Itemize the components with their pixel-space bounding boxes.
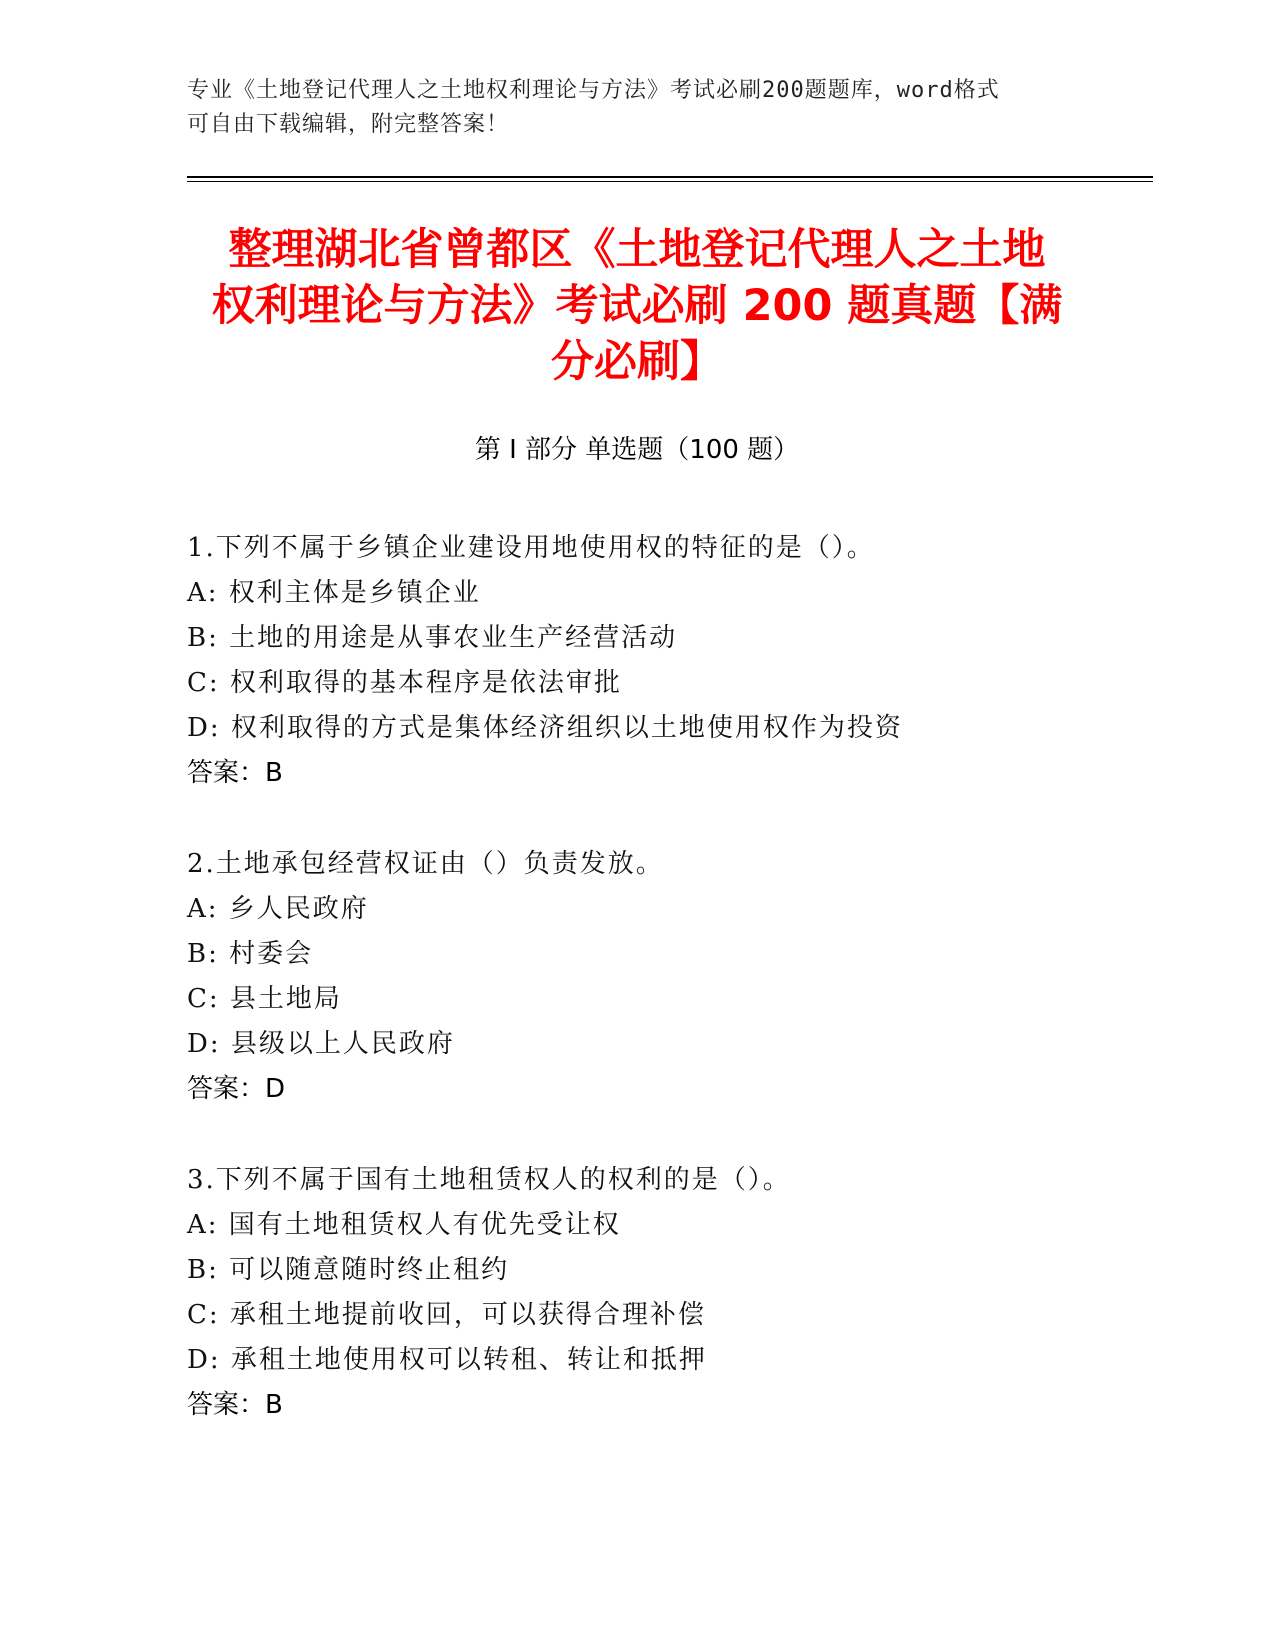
title-line-2: 权利理论与方法》考试必刷 200 题真题【满 <box>211 281 1063 331</box>
question-stem: 2.土地承包经营权证由（）负责发放。 <box>187 849 664 879</box>
answer-label: 答案：B <box>187 1390 283 1420</box>
option-d: D: 县级以上人民政府 <box>187 1029 455 1059</box>
question-list <box>187 526 1147 1474</box>
option-c: C: 权利取得的基本程序是依法审批 <box>187 668 622 698</box>
header-note-line-1: 专业《土地登记代理人之土地权利理论与方法》考试必刷200题题库，word格式 <box>187 78 1000 103</box>
section-title: 第 I 部分 单选题（100 题） <box>474 435 800 465</box>
option-c: C: 承租土地提前收回，可以获得合理补偿 <box>187 1300 706 1330</box>
document-title <box>187 222 1087 390</box>
header-divider-thin <box>187 181 1153 182</box>
question-3 <box>187 1158 1147 1428</box>
option-b: B: 村委会 <box>187 939 314 969</box>
header-note-line-2: 可自由下载编辑，附完整答案！ <box>187 112 510 137</box>
title-line-3: 分必刷】 <box>551 337 723 387</box>
option-a: A: 国有土地租赁权人有优先受让权 <box>187 1210 621 1240</box>
option-b: B: 可以随意随时终止租约 <box>187 1255 510 1285</box>
option-d: D: 权利取得的方式是集体经济组织以土地使用权作为投资 <box>187 713 903 743</box>
header-divider-thick <box>187 176 1153 178</box>
option-c: C: 县土地局 <box>187 984 342 1014</box>
question-stem: 1.下列不属于乡镇企业建设用地使用权的特征的是（）。 <box>187 533 875 563</box>
option-d: D: 承租土地使用权可以转租、转让和抵押 <box>187 1345 707 1375</box>
question-stem: 3.下列不属于国有土地租赁权人的权利的是（）。 <box>187 1165 791 1195</box>
answer-label: 答案：D <box>187 1074 286 1104</box>
header-note <box>187 74 1087 142</box>
answer-label: 答案：B <box>187 758 283 788</box>
question-1 <box>187 526 1147 796</box>
question-2 <box>187 842 1147 1112</box>
option-a: A: 乡人民政府 <box>187 894 369 924</box>
option-b: B: 土地的用途是从事农业生产经营活动 <box>187 623 678 653</box>
title-line-1: 整理湖北省曾都区《土地登记代理人之土地 <box>228 225 1046 275</box>
option-a: A: 权利主体是乡镇企业 <box>187 578 481 608</box>
